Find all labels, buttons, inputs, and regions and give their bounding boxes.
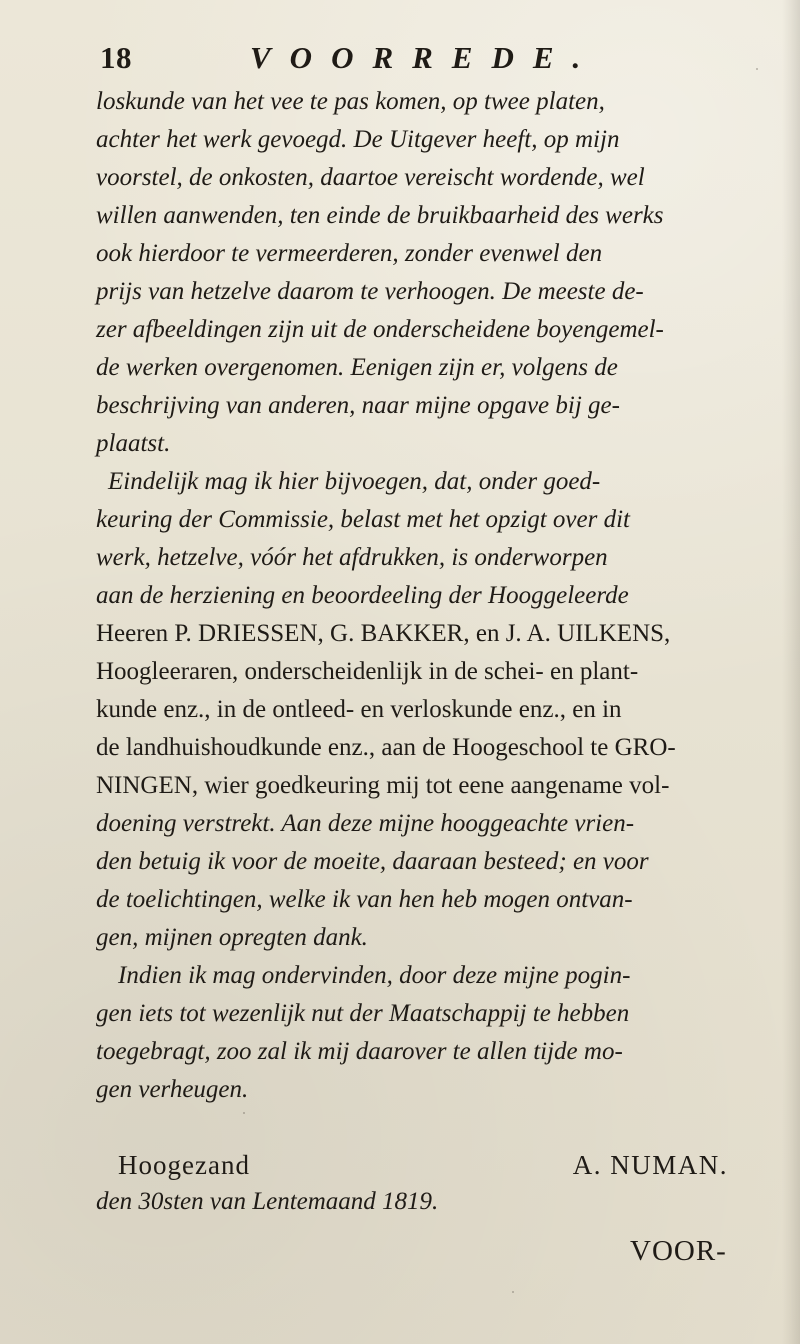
text-line: Hoogleeraren, onderscheidenlijk in de schei- en plant- xyxy=(96,658,639,685)
text-line: gen iets tot wezenlijk nut der Maatschappij te hebben xyxy=(96,1000,630,1027)
text-line: ook hierdoor te vermeerderen, zonder evenwel den xyxy=(96,240,603,267)
paper-speck xyxy=(512,1291,514,1293)
text-line: den betuig ik voor de moeite, daaraan besteed; en voor xyxy=(96,848,649,875)
text-line: gen, mijnen opregten dank. xyxy=(96,924,368,951)
text-line: Indien ik mag ondervinden, door deze mijne pogin- xyxy=(118,962,631,989)
text-line: Heeren P. DRIESSEN, G. BAKKER, en J. A. UILKENS, xyxy=(96,620,671,647)
text-line: de werken overgenomen. Eenigen zijn er, volgens de xyxy=(96,354,618,381)
text-line: de landhuishoudkunde enz., aan de Hoogeschool te GRO- xyxy=(96,734,676,761)
page-number: 18 xyxy=(100,40,132,75)
text-line: beschrijving van anderen, naar mijne opgave bij ge- xyxy=(96,392,620,419)
signature-block xyxy=(118,1150,728,1190)
text-line: werk, hetzelve, vóór het afdrukken, is onderworpen xyxy=(96,544,608,571)
paper-speck xyxy=(243,1112,245,1114)
text-line: toegebragt, zoo zal ik mij daarover te allen tijde mo- xyxy=(96,1038,623,1065)
text-line: gen verheugen. xyxy=(96,1076,249,1103)
text-line: Eindelijk mag ik hier bijvoegen, dat, onder goed- xyxy=(108,468,601,495)
preface-text xyxy=(96,83,718,1109)
text-line: zer afbeeldingen zijn uit de onderscheidene boyengemel- xyxy=(96,316,664,343)
catchword: VOOR- xyxy=(630,1235,727,1267)
running-title: VOORREDE. xyxy=(250,40,600,75)
text-line: plaatst. xyxy=(96,430,171,457)
author-name: A. NUMAN. xyxy=(572,1150,728,1180)
page-edge-shadow xyxy=(782,0,800,1344)
text-line: NINGEN, wier goedkeuring mij tot eene aangename vol- xyxy=(96,772,670,799)
place-name: Hoogezand xyxy=(118,1150,250,1180)
text-line: doening verstrekt. Aan deze mijne hooggeachte vrien- xyxy=(96,810,635,837)
text-line: willen aanwenden, ten einde de bruikbaarheid des werks xyxy=(96,202,664,229)
text-line: loskunde van het vee te pas komen, op twee platen, xyxy=(96,88,605,115)
text-line: prijs van hetzelve daarom te verhoogen. De meeste de- xyxy=(96,278,644,305)
page-header xyxy=(100,40,700,86)
date-line: den 30sten van Lentemaand 1819. xyxy=(96,1188,439,1215)
text-line: achter het werk gevoegd. De Uitgever heeft, op mijn xyxy=(96,126,620,153)
paper-speck xyxy=(756,68,758,70)
paper-speck xyxy=(618,745,620,747)
text-line: aan de herziening en beoordeeling der Hooggeleerde xyxy=(96,582,629,609)
text-line: kunde enz., in de ontleed- en verloskunde enz., en in xyxy=(96,696,622,723)
text-line: keuring der Commissie, belast met het opzigt over dit xyxy=(96,506,630,533)
text-line: voorstel, de onkosten, daartoe vereischt wordende, wel xyxy=(96,164,645,191)
text-line: de toelichtingen, welke ik van hen heb mogen ontvan- xyxy=(96,886,633,913)
